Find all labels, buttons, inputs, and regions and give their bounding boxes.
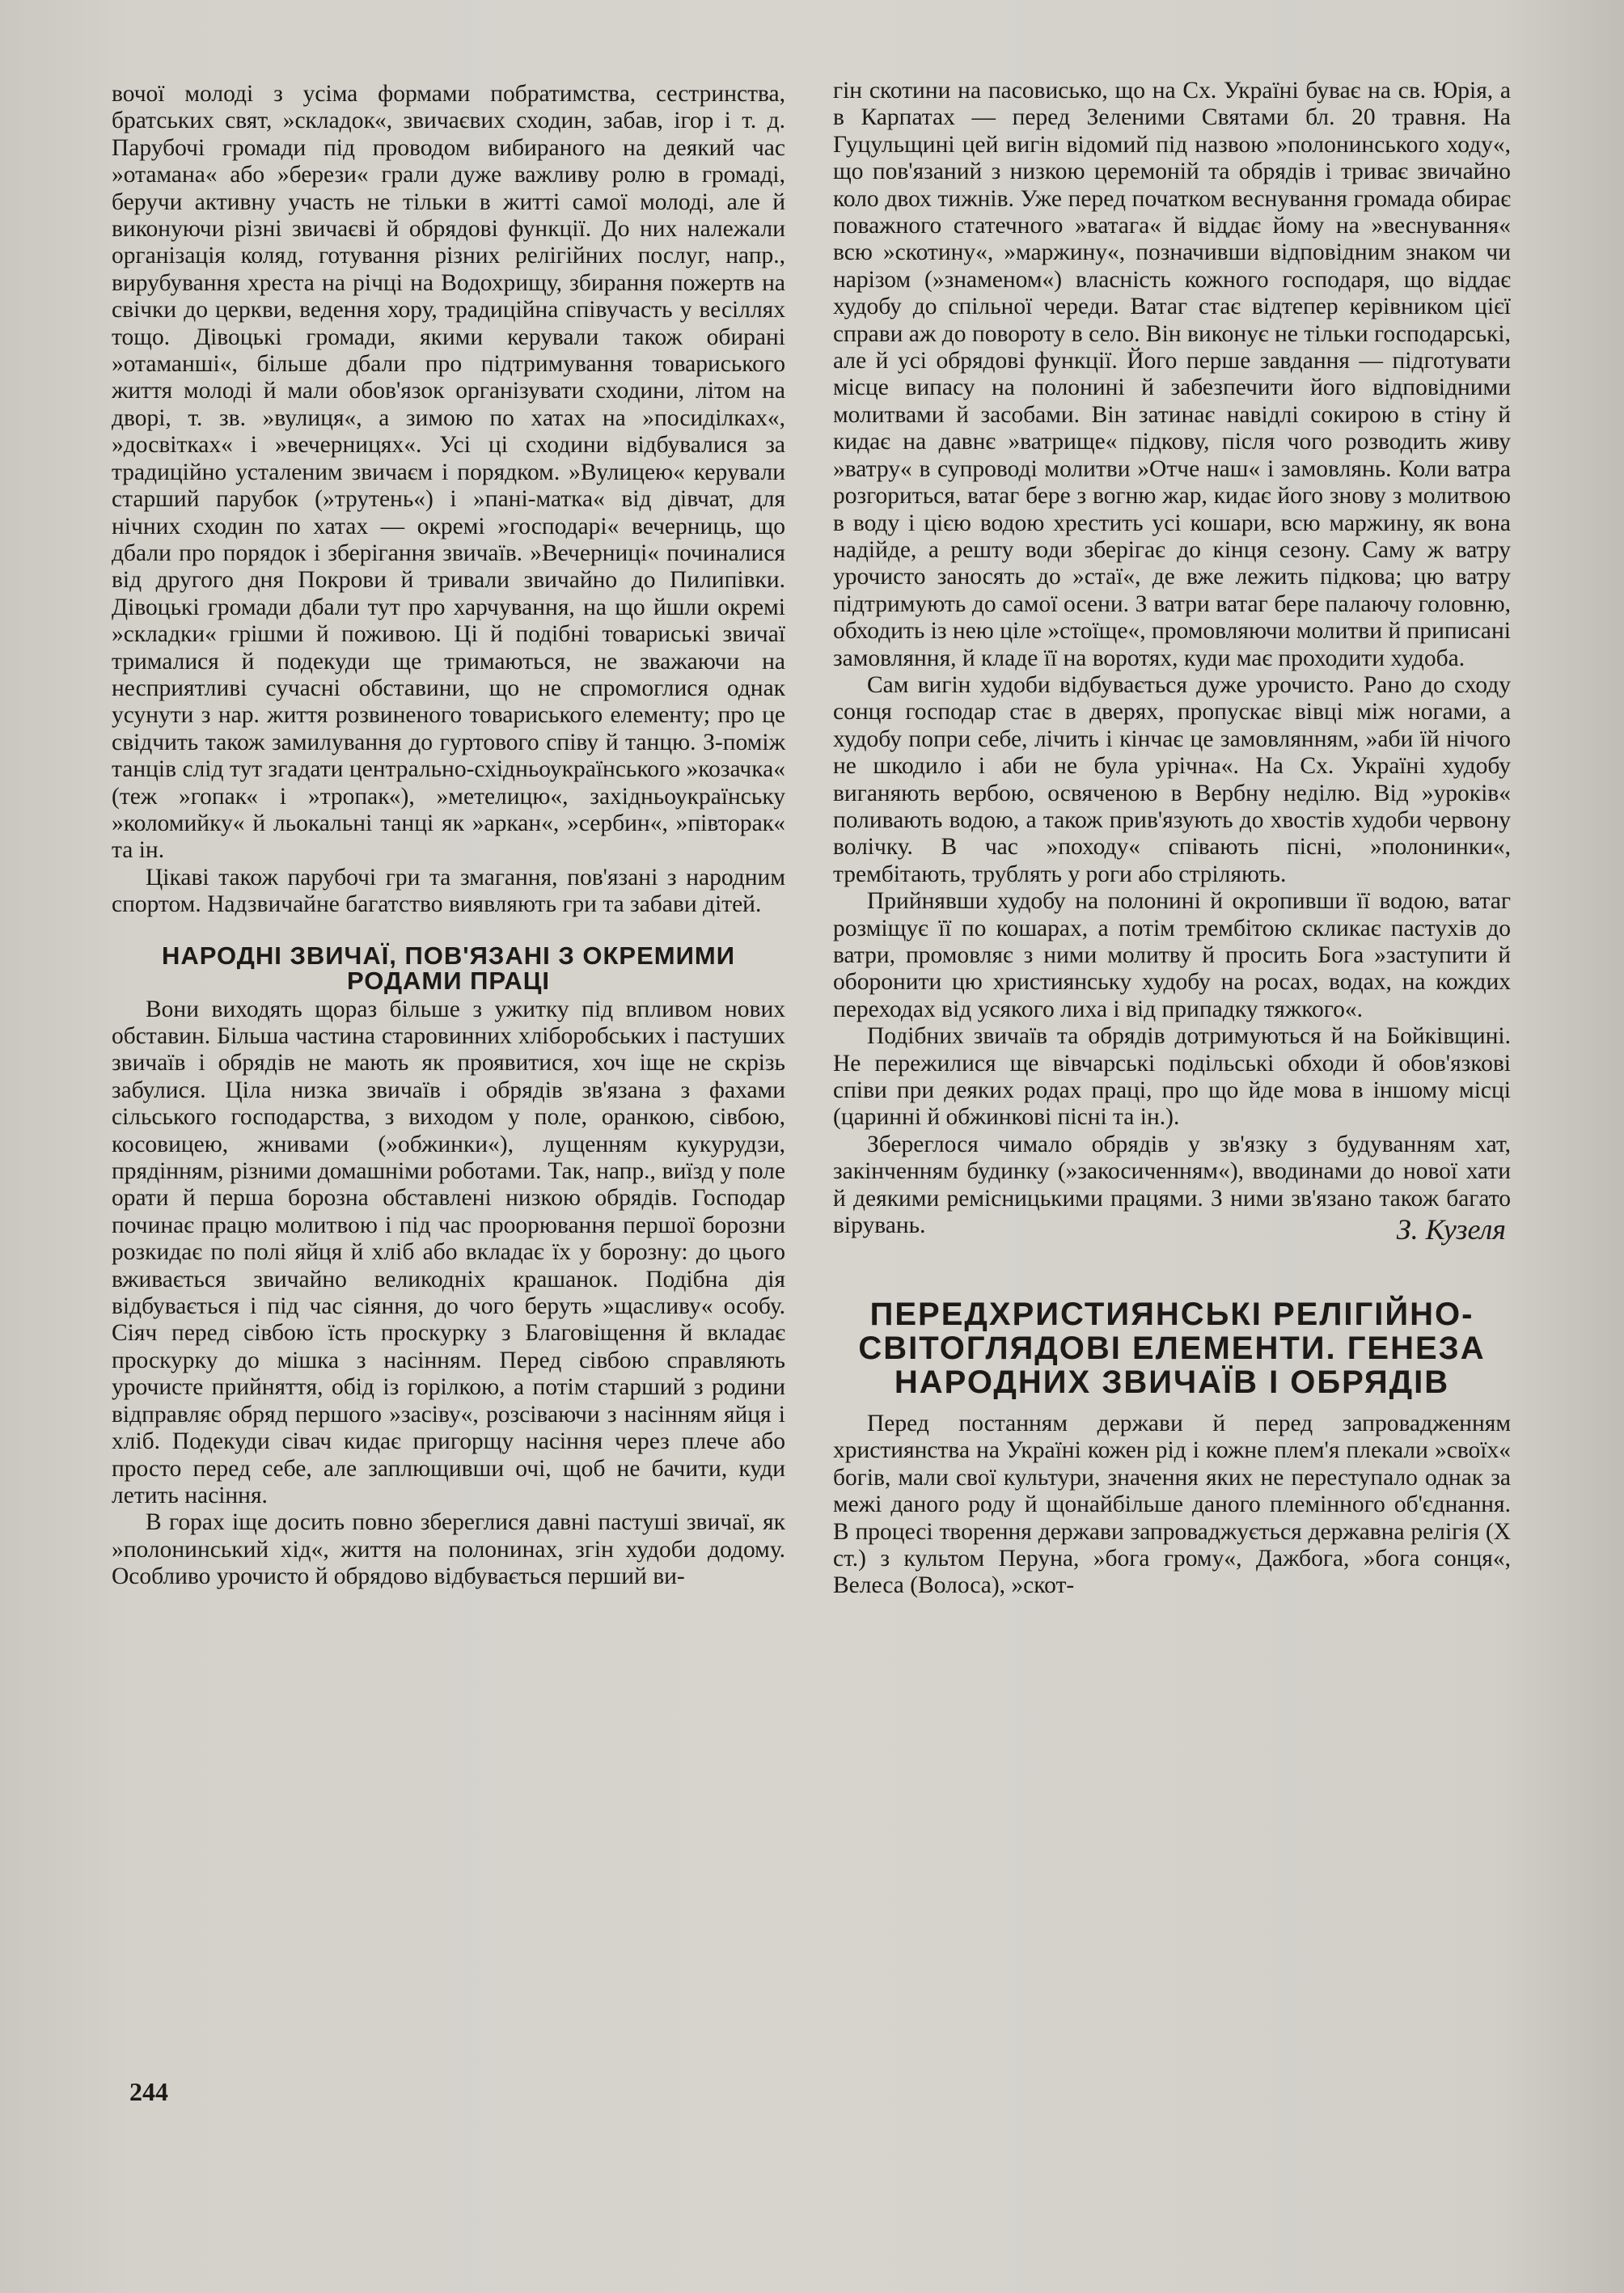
section-heading: НАРОДНІ ЗВИЧАЇ, ПОВ'ЯЗАНІ З ОКРЕМИМИ РОДАМИ ПРАЦІ	[162, 941, 735, 995]
paragraph: Перед постанням держави й перед запровадженням християнства на Україні кожен рід і кожне плем'я плекали »своїх« богів, мали свої культури, значення яких не переступало однак за межі даного роду й щонайбільше даного племінного об'єднання. В процесі творення держави запроваджується державна релігія (Х ст.) з культом Перуна, »бога грому«, Дажбога, »бога сонця«, Велеса (Волоса), »скот-	[833, 1410, 1511, 1599]
paragraph: вочої молоді з усіма формами побратимства, сестринства, братських свят, »складок«, звичаєвих сходин, забав, ігор і т. д. Парубочі громади під проводом вибираного на деякий час »отамана« або »берези« грали дуже важливу ролю в громаді, беручи активну участь не тільки в житті самої молоді, але й виконуючи різні звичаєві й обрядові функції. До них належали організація коляд, готування різних релігійних послуг, напр., вирубування хреста на річці на Водохрищу, збирання пожертв на свічки до церкви, ведення хору, традиційна співучасть у весіллях тощо. Дівоцькі громади, якими керували також обирані »отаманші«, більше дбали про підтримування товариського життя молоді й мали обов'язок організувати сходини, літом на дворі, т. зв. »вулиця«, а зимою по хатах на »посиділках«, »досвітках« і »вечерницях«. Усі ці сходини відбувалися за традиційно усталеним звичаєм і порядком. »Вулицею« керували старший парубок (»трутень«) і »пані-матка« від дівчат, для нічних сходин по хатах — окремі »господарі« вечерниць, що дбали про порядок і зберігання звичаїв. »Вечерниці« починалися від другого дня Покрови й тривали звичайно до Пилипівки. Дівоцькі громади дбали тут про харчування, на що йшли окремі »складки« грішми й поживою. Ці й подібні товариські звичаї трималися й подекуди ще тримаються, не зважаючи на несприятливі сучасні обставини, що не спромоглися однак усунути з нар. життя розвиненого товариського елементу; про це свідчить також замилування до гуртового співу й танцю. З-поміж танців слід тут згадати центрально-східньоукраїнського »козачка« (теж »гопак« і »тропак«), »метелицю«, західньоукраїнську »коломийку« й льокальні танці як »аркан«, »сербин«, »півторак« та ін.	[112, 81, 785, 864]
paragraph: Сам вигін худоби відбувається дуже урочисто. Рано до сходу сонця господар стає в дверях, пропускає вівці між ногами, а худобу попри себе, лічить і кінчає це замовлянням, »аби їй нічого не шкодило і аби не була урічна«. На Сх. Україні худобу виганяють вербою, освяченою в Вербну неділю. Від »уроків« поливають водою, а також прив'язують до хвостів худоби червону волічку. В час »походу« співають пісні, »полонинки«, трембітають, трублять у роги або стріляють.	[833, 671, 1511, 887]
paragraph: Подібних звичаїв та обрядів дотримуються й на Бойківщині. Не пережилися ще вівчарські подільські обходи й обов'язкові співи при деяких родах праці, про що йде мова в іншому місці (царинні й обжинкові пісні та ін.).	[833, 1023, 1511, 1131]
paragraph: Цікаві також парубочі гри та змагання, пов'язані з народним спортом. Надзвичайне багатство виявляють гри та забави дітей.	[112, 864, 785, 918]
paragraph: Прийнявши худобу на полонині й окропивши її водою, ватаг розміщує її по кошарах, а потім трембітою скликає пастухів до ватри, промовляє з ними молитву й просить Бога »заступити й оборонити цю християнську худобу на росах, водах, на кождих переходах від усякого лиха і від припадку тяжкого«.	[833, 888, 1511, 1022]
left-column	[112, 81, 785, 1591]
paragraph: гін скотини на пасовисько, що на Сх. Україні буває на св. Юрія, а в Карпатах — перед Зеленими Святами бл. 20 травня. На Гуцульщині цей вигін відомий під назвою »полонинського ходу«, що пов'язаний з низкою церемоній та обрядів і триває звичайно коло двох тижнів. Уже перед початком веснування громада обирає поважного статечного »ватага« й віддає йому на »веснування« всю »скотину«, »маржину«, позначивши відповідним знаком чи нарізом (»знаменом«) власність кожного господаря, що віддає худобу до спільної череди. Ватаг стає відтепер керівником цієї справи аж до повороту в село. Він виконує не тільки господарські, але й усі обрядові функції. Його перше завдання — підготувати місце випасу на полонині й забезпечити його відповідними молитвами й засобами. Він затинає навідлі сокирою в стіну й кидає на давнє »ватрище« підкову, після чого розводить живу »ватру« в супроводі молитви »Отче наш« і замовлянь. Коли ватра розгориться, ватаг бере з вогню жар, кидає його знову з молитвою в воду і цією водою хрестить усі кошари, всю маржину, як вона надійде, а решту води зберігає до кінця сезону. Саму ж ватру урочисто заносять до »стаї«, де вже лежить підкова; цю ватру підтримують до самої осени. З ватри ватаг бере палаючу головню, обходить із нею ціле »стоїще«, промовляючи молитви й приписані замовляння, й кладе її на воротях, куди має проходити худоба.	[833, 78, 1511, 671]
paragraph: В горах іще досить повно збереглися давні пастуші звичаї, як »полонинський хід«, життя на полонинах, згін худоби додому. Особливо урочисто й обрядово відбувається перший ви-	[112, 1509, 785, 1590]
paragraph: Вони виходять щораз більше з ужитку під впливом нових обставин. Більша частина старовинних хліборобських і пастуших звичаїв і обрядів не мають як проявитися, хоч іще не скрізь забулися. Ціла низка звичаїв і обрядів зв'язана з фахами сільського господарства, з виходом у поле, оранкою, сівбою, косовицею, жнивами (»обжинки«), лущенням кукурудзи, прядінням, різними домашніми роботами. Так, напр., виїзд у поле орати й перша борозна обставлені низкою обрядів. Господар починає працю молитвою і під час проорювання першої борозни розкидає по полі яйця й хліб або вкладає їх у борозну: до цього вживається звичайно великодніх крашанок. Подібна дія відбувається і під час сіяння, до чого беруть »щасливу« особу. Сіяч перед сівбою їсть проскурку з Благовіщення й вкладає проскурку до мішка з насінням. Перед сівбою справляють урочисте прийняття, обід із горілкою, а потім старший з родини відправляє обряд першого »засіву«, розсіваючи з насінням яйця і хліб. Подекуди сівач кидає пригорщу насіння через плече або просто перед себе, але заплющивши очі, щоб не бачити, куди летить насіння.	[112, 996, 785, 1508]
paragraph: Збереглося чимало обрядів у зв'язку з будуванням хат, закінченням будинку (»закосиченням«), вводинами до нової хати й деякими ремісницькими працями. З ними зв'язано також багато вірувань.	[833, 1131, 1511, 1239]
page-number: 244	[129, 2077, 168, 2106]
right-column	[833, 78, 1511, 1600]
author-signature: З. Кузеля	[1396, 1213, 1506, 1246]
article-heading: ПЕРЕДХРИСТИЯНСЬКІ РЕЛІГІЙНО-СВІТОГЛЯДОВІ ЕЛЕМЕНТИ. ГЕНЕЗА НАРОДНИХ ЗВИЧАЇВ І ОБРЯДІВ	[858, 1296, 1486, 1400]
